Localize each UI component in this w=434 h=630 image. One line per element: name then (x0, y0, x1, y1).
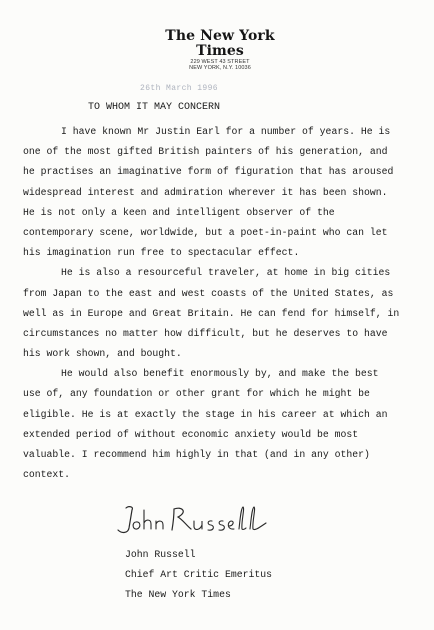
signature-block (125, 545, 272, 605)
body-line: his imagination run free to spectacular effect. (23, 247, 300, 259)
body-line: I have known Mr Justin Earl for a number of years. He is (61, 126, 391, 137)
handwritten-signature (108, 500, 278, 540)
body-line: eligible. He is at exactly the stage in his career at which an (23, 408, 388, 420)
newspaper-logo: The New York Times (165, 28, 275, 59)
body-line: He would also benefit enormously by, and make the best (61, 368, 379, 380)
body-line: extended period of without economic anxiety would be most (23, 428, 359, 440)
letter-body (23, 122, 421, 485)
body-line: context. (23, 469, 71, 481)
body-line: widespread interest and admiration wherever it has been shown. (23, 186, 388, 198)
body-line: his work shown, and bought. (23, 348, 182, 360)
letterhead (160, 29, 280, 71)
letterhead-address-line-2: NEW YORK, N.Y. 10036 (189, 65, 251, 71)
salutation: TO WHOM IT MAY CONCERN (88, 102, 221, 113)
signatory-title: Chief Art Critic Emeritus (125, 569, 272, 580)
body-line: valuable. I recommend him highly in that (and in any other) (23, 449, 370, 460)
letter-date: 26th March 1996 (140, 84, 219, 93)
letterhead-address-line-1: 229 WEST 43 STREET (190, 59, 250, 65)
body-line: He is not only a keen and intelligent observer of the (23, 206, 335, 218)
body-line: from Japan to the east and west coasts of the United States, as (23, 287, 394, 299)
signatory-name: John Russell (125, 549, 196, 560)
body-line: circumstances no matter how difficult, but he deserves to have (23, 327, 388, 339)
body-line: contemporary scene, worldwide, but a poet-in-paint who can let (23, 226, 388, 238)
body-line: one of the most gifted British painters of his generation, and (23, 146, 388, 158)
body-line: use of, any foundation or other grant for which he might be (23, 388, 370, 400)
body-line: he practises an imaginative form of figuration that has aroused (23, 166, 394, 178)
signatory-organization: The New York Times (125, 589, 231, 600)
body-line: well as in Europe and Great Britain. He can fend for himself, in (23, 307, 400, 319)
body-line: He is also a resourceful traveler, at home in big cities (61, 267, 391, 279)
